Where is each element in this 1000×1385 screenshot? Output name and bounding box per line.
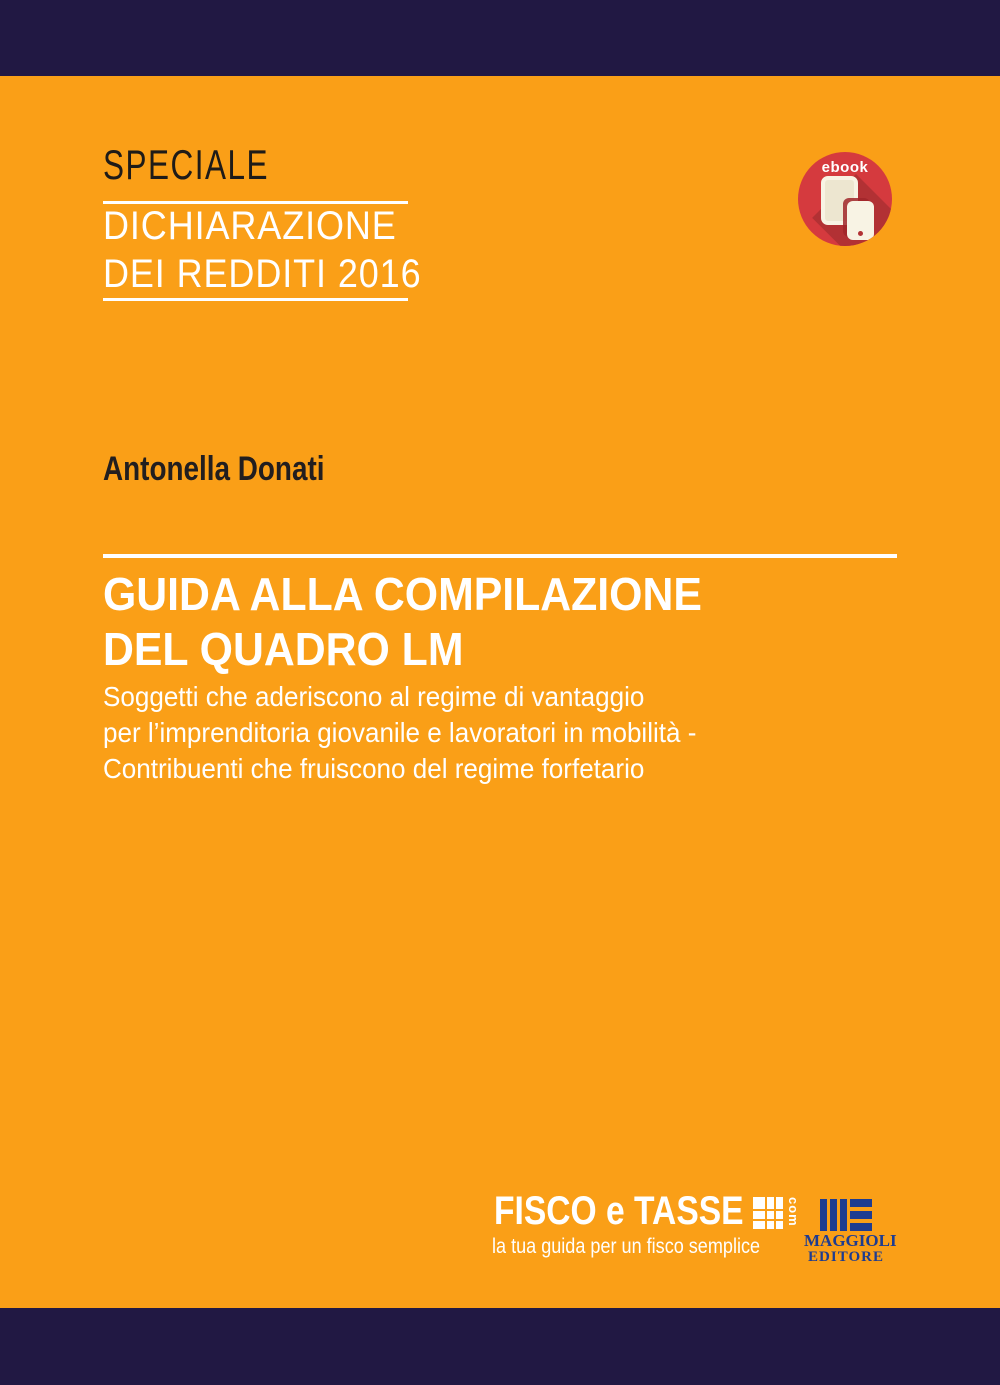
publisher-name-line2: EDITORE xyxy=(808,1249,884,1265)
phone-icon xyxy=(847,201,874,240)
ebook-badge-label: ebook xyxy=(821,159,869,176)
book-subtitle-line2: per l’imprenditoria giovanile e lavoratori in mobilità - xyxy=(103,717,697,748)
bottom-navy-band xyxy=(0,1308,1000,1385)
book-subtitle-line1: Soggetti che aderiscono al regime di vantaggio xyxy=(103,681,645,712)
series-kicker: SPECIALE xyxy=(103,141,270,188)
author-name: Antonella Donati xyxy=(103,450,325,488)
maggioli-logo-icon xyxy=(820,1199,872,1231)
series-title-line2: DEI REDDITI 2016 xyxy=(103,252,422,296)
phone-home-button-dot xyxy=(858,231,863,236)
publisher-name-line1: MAGGIOLI xyxy=(804,1231,897,1250)
series-title-line1: DICHIARAZIONE xyxy=(103,204,397,248)
book-title-line1: GUIDA ALLA COMPILAZIONE xyxy=(103,568,702,620)
brand-tagline: la tua guida per un fisco semplice xyxy=(492,1235,761,1258)
brand-domain-label: com xyxy=(786,1197,801,1227)
grid-icon xyxy=(753,1197,783,1229)
book-subtitle-line3: Contribuenti che fruiscono del regime forfetario xyxy=(103,753,645,784)
series-divider-bottom xyxy=(103,298,408,301)
ebook-badge xyxy=(798,152,892,246)
fisco-e-tasse-logo-text: FISCO e TASSE xyxy=(494,1189,744,1233)
title-divider-top xyxy=(103,554,897,558)
top-navy-band xyxy=(0,0,1000,76)
book-title-line2: DEL QUADRO LM xyxy=(103,623,464,675)
